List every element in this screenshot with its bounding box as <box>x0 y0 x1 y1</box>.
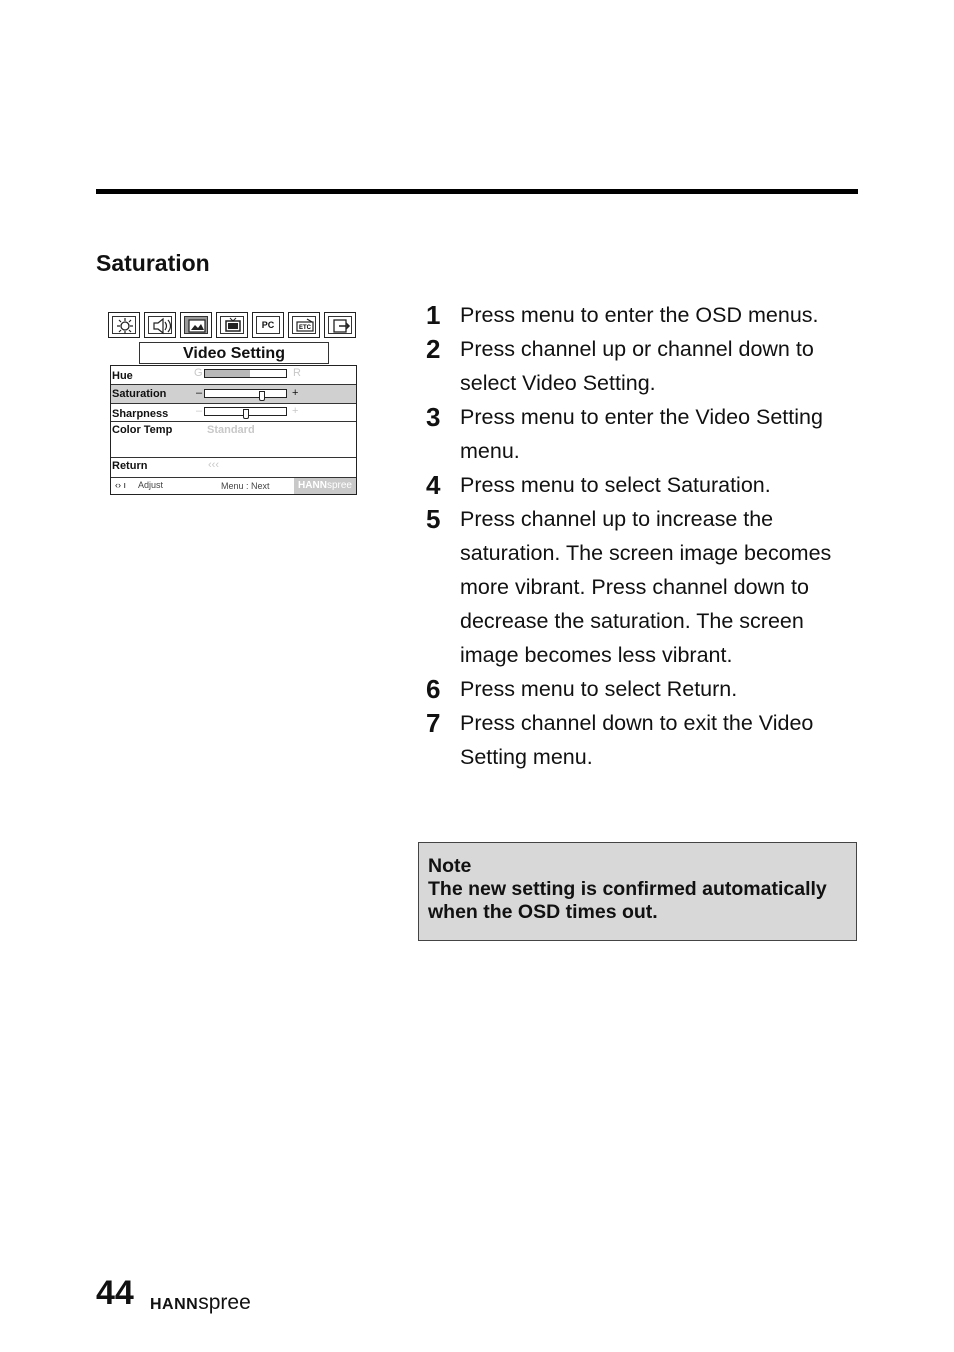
next-label: Menu : Next <box>221 481 270 491</box>
osd-icon-bar <box>108 312 358 340</box>
step-item <box>426 672 866 706</box>
note-heading: Note <box>428 855 472 877</box>
osd-row-saturation <box>111 385 356 404</box>
step-text: Press menu to select Return. <box>460 677 738 701</box>
step-number: 2 <box>426 334 441 364</box>
exit-icon <box>324 312 356 338</box>
hue-right-label: R <box>293 367 301 379</box>
hue-left-label: G <box>194 367 203 379</box>
step-number: 3 <box>426 402 441 432</box>
color-temp-label: Color Temp <box>112 424 173 436</box>
hue-slider <box>204 369 287 378</box>
osd-row-sharpness <box>111 404 356 422</box>
step-number: 6 <box>426 674 441 704</box>
step-text: Press menu to select Saturation. <box>460 473 771 497</box>
svg-text:ETC: ETC <box>299 325 311 331</box>
sharpness-minus: – <box>196 405 203 417</box>
sharpness-slider-thumb <box>243 409 249 419</box>
section-title: Saturation <box>96 250 210 276</box>
saturation-label: Saturation <box>112 388 167 400</box>
step-text: Press channel up to increase the saturation. The screen image becomes more vibrant. Press channel down to decrease the saturation. The screen image becomes less vibrant. <box>460 507 832 667</box>
color-temp-value: Standard <box>207 424 255 436</box>
step-number: 4 <box>426 470 441 500</box>
step-text: Press channel up or channel down to select Video Setting. <box>460 337 814 395</box>
step-number: 5 <box>426 504 441 534</box>
note-body: The new setting is confirmed automatically when the OSD times out. <box>428 878 827 923</box>
hue-label: Hue <box>112 370 133 382</box>
step-item <box>426 706 866 774</box>
step-number: 1 <box>426 300 441 330</box>
brightness-icon <box>108 312 140 338</box>
tv-icon <box>216 312 248 338</box>
return-label: Return <box>112 460 148 472</box>
saturation-slider <box>204 389 287 398</box>
osd-menu-illustration <box>108 312 358 496</box>
osd-row-color-temp <box>111 422 356 458</box>
top-rule <box>96 189 858 194</box>
hue-slider-fill <box>205 370 250 377</box>
osd-menu-title: Video Setting <box>139 342 329 364</box>
saturation-plus: + <box>292 387 299 399</box>
saturation-slider-thumb <box>259 391 265 401</box>
osd-settings-table <box>110 365 357 495</box>
step-item <box>426 298 866 332</box>
step-number: 7 <box>426 708 441 738</box>
page-number: 44 <box>96 1274 134 1312</box>
osd-row-hue <box>111 366 356 385</box>
step-item <box>426 502 866 672</box>
instruction-steps <box>426 298 866 774</box>
step-item <box>426 332 866 400</box>
step-item <box>426 400 866 468</box>
adjust-label: Adjust <box>138 480 164 490</box>
osd-row-return <box>111 458 356 478</box>
sound-icon <box>144 312 176 338</box>
sharpness-label: Sharpness <box>112 408 169 420</box>
osd-brand-logo: HANNspree <box>294 478 356 494</box>
step-text: Press menu to enter the OSD menus. <box>460 303 819 327</box>
video-setting-icon <box>180 312 212 338</box>
etc-icon <box>288 312 320 338</box>
pc-icon: PC <box>252 312 284 338</box>
adjust-arrows-icon: ‹› ı <box>115 480 126 490</box>
osd-footer <box>111 478 356 494</box>
step-text: Press channel down to exit the Video Setting menu. <box>460 711 814 769</box>
return-arrows: ‹‹‹ <box>208 459 219 471</box>
step-text: Press menu to enter the Video Setting menu. <box>460 405 823 463</box>
saturation-minus: – <box>196 387 203 399</box>
sharpness-plus: + <box>292 405 299 417</box>
note-box <box>418 842 857 941</box>
sharpness-slider <box>204 407 287 416</box>
hannspree-logo: HANNspree <box>150 1291 251 1314</box>
step-item <box>426 468 866 502</box>
